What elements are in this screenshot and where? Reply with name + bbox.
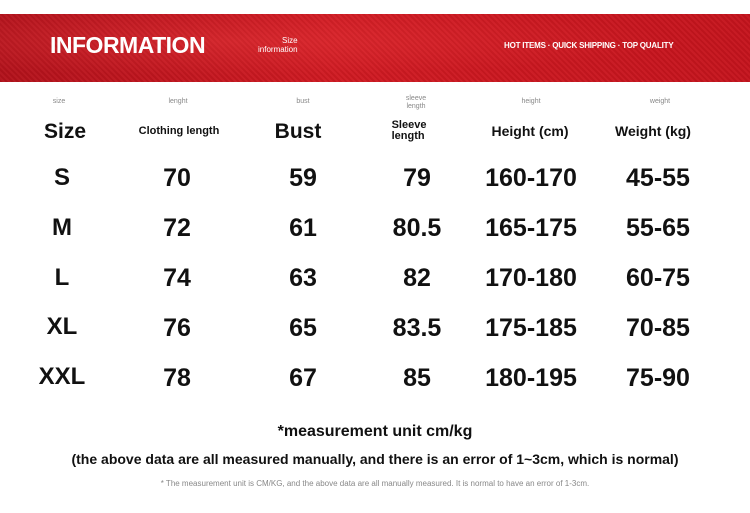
cell-sleeve: 82 <box>403 264 431 292</box>
caption-size: size <box>52 98 66 105</box>
caption-weight: weight <box>649 98 671 105</box>
cell-height: 170-180 <box>485 264 577 292</box>
cell-bust: 59 <box>289 164 317 192</box>
banner-subtitle-line2: information <box>258 45 298 54</box>
unit-note: *measurement unit cm/kg <box>277 423 473 440</box>
header-sleeve-length: Sleeve length <box>391 119 427 142</box>
header-banner <box>0 14 750 82</box>
cell-length: 74 <box>163 264 191 292</box>
cell-weight: 55-65 <box>626 214 690 242</box>
header-weight: Weight (kg) <box>615 123 691 139</box>
cell-sleeve: 79 <box>403 164 431 192</box>
banner-title: INFORMATION <box>50 32 206 58</box>
cell-sleeve: 83.5 <box>392 314 442 342</box>
cell-bust: 63 <box>289 264 317 292</box>
cell-height: 165-175 <box>485 214 577 242</box>
cell-size: S <box>53 164 71 191</box>
caption-length: lenght <box>168 98 188 105</box>
cell-length: 78 <box>163 364 191 392</box>
fine-print-note: * The measurement unit is CM/KG, and the above data are all manually measured. It is normal to have an error of 1-3cm. <box>160 479 590 488</box>
cell-size: L <box>54 264 70 291</box>
header-bust: Bust <box>274 120 322 143</box>
cell-weight: 45-55 <box>626 164 690 192</box>
caption-height: height <box>521 98 541 105</box>
cell-height: 175-185 <box>485 314 577 342</box>
banner-tagline: HOT ITEMS · QUICK SHIPPING · TOP QUALITY <box>504 41 674 50</box>
cell-weight: 60-75 <box>626 264 690 292</box>
cell-bust: 65 <box>289 314 317 342</box>
cell-size: M <box>52 214 72 241</box>
cell-length: 76 <box>163 314 191 342</box>
cell-weight: 70-85 <box>626 314 690 342</box>
cell-length: 70 <box>163 164 191 192</box>
manual-measurement-note: (the above data are all measured manually, and there is an error of 1~3cm, which is normal) <box>71 451 679 467</box>
header-height: Height (cm) <box>491 123 569 139</box>
cell-sleeve: 80.5 <box>392 214 442 242</box>
header-size: Size <box>43 120 87 143</box>
cell-height: 160-170 <box>485 164 577 192</box>
cell-size: XXL <box>38 363 86 390</box>
banner-subtitle-line1: Size <box>282 36 298 45</box>
cell-bust: 61 <box>289 214 317 242</box>
cell-length: 72 <box>163 214 191 242</box>
cell-bust: 67 <box>289 364 317 392</box>
header-clothing-length: Clothing length <box>138 125 220 137</box>
cell-weight: 75-90 <box>626 364 690 392</box>
banner-subtitle <box>258 36 298 54</box>
cell-size: XL <box>46 313 78 340</box>
caption-sleeve: sleeve length <box>405 95 427 110</box>
caption-bust: bust <box>296 98 310 105</box>
cell-height: 180-195 <box>485 364 577 392</box>
cell-sleeve: 85 <box>403 364 431 392</box>
